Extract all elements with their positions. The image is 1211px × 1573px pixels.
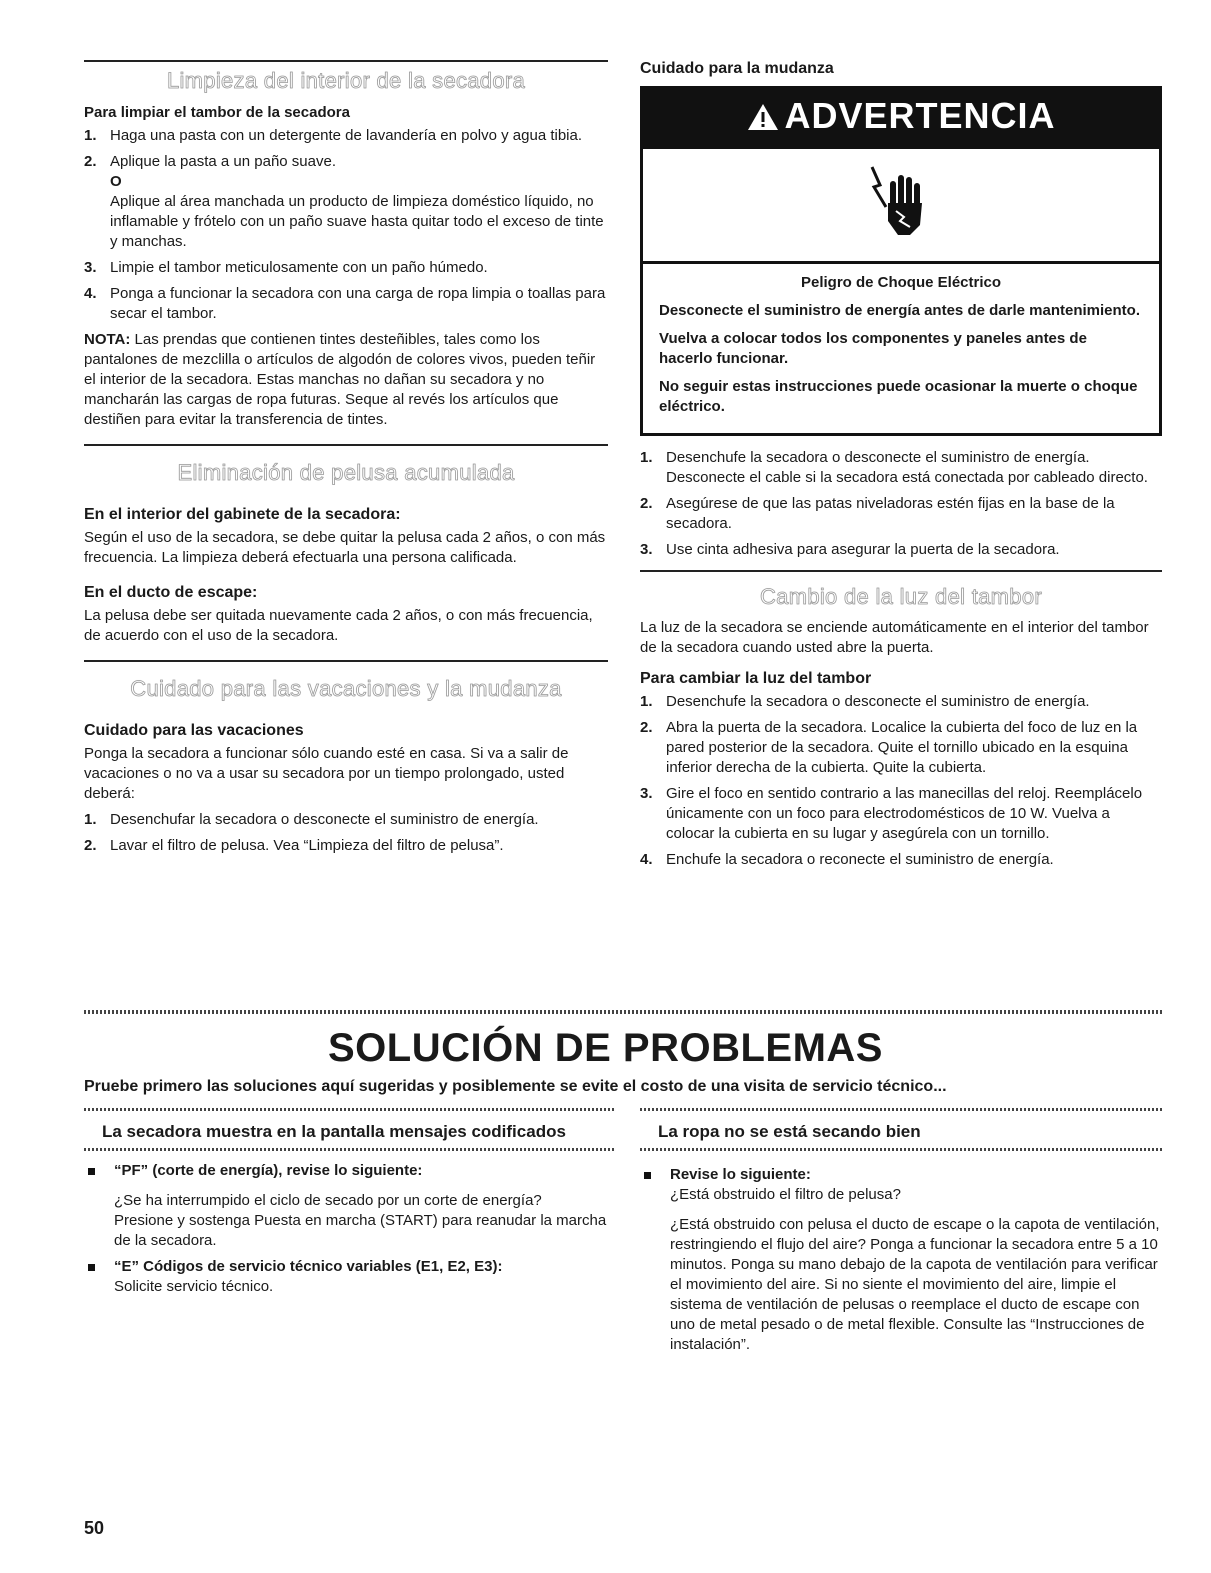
subhead-vacation: Cuidado para las vacaciones — [84, 722, 304, 739]
ts-right-column — [640, 1122, 1162, 1361]
list-item: 3. Gire el foco en sentido contrario a las manecillas del reloj. Reemplácelo únicamente con un foco para electrodomésticos de 10 W. Vuelva a colocar la cubierta en su lugar y asegúrela con un tornillo. — [640, 785, 1143, 842]
list-item: “PF” (corte de energía), revise lo siguiente: ¿Se ha interrumpido el ciclo de secado por un corte de energía? Presione y sostenga Puesta en marcha (START) para reanudar la marcha de la secadora. — [84, 1161, 614, 1251]
warning-text — [643, 264, 1159, 433]
hazard-title: Peligro de Choque Eléctrico — [800, 274, 1002, 291]
lint-exhaust-text: La pelusa debe ser quitada nuevamente cada 2 años, o con más frecuencia, de acuerdo con el uso de la secadora. — [84, 607, 593, 644]
list-item: 2. Asegúrese de que las patas niveladoras estén fijas en la base de la secadora. — [640, 495, 1115, 532]
list-item: 2. Aplique la pasta a un paño suave. O Aplique al área manchada un producto de limpieza doméstico líquido, no inflamable y frótelo con un paño suave hasta quitar todo el exceso de tinte y manchas. — [84, 152, 608, 252]
light-steps — [640, 692, 1162, 870]
ts-left-heading: La secadora muestra en la pantalla mensajes codificados — [102, 1122, 566, 1141]
list-item: Revise lo siguiente: ¿Está obstruido el filtro de pelusa? ¿Está obstruido con pelusa el ducto de escape o la capota de ventilación, restringiendo el flujo del aire? Ponga a funcionar la secadora entre 5 a 10 minutos. Ponga su mano debajo de la capota de ventilación para verificar el movimiento del aire. Si no siente el movimiento del aire, limpie el sistema de ventilación de pelusas o reemplace el ducto de escape con uno de metal pesado o de metal flexible. Consulte las “Instrucciones de instalación”. — [640, 1165, 1162, 1355]
tagline: Pruebe primero las soluciones aquí sugeridas y posiblemente se evite el costo de una visita de servicio técnico... — [84, 1078, 947, 1095]
subhead-exhaust: En el ducto de escape: — [84, 584, 258, 601]
list-item: 2. Lavar el filtro de pelusa. Vea “Limpieza del filtro de pelusa”. — [84, 837, 504, 854]
warning-triangle-icon — [746, 99, 780, 141]
section-title-cleaning: Limpieza del interior de la secadora — [166, 68, 526, 93]
list-item: 4. Ponga a funcionar la secadora con una carga de ropa limpia o toallas para secar el tambor. — [84, 285, 606, 322]
bullet-square-icon — [88, 1264, 95, 1271]
list-item: 3. Limpie el tambor meticulosamente con un paño húmedo. — [84, 259, 488, 276]
cleaning-note: NOTA: Las prendas que contienen tintes desteñibles, tales como los pantalones de mezclilla o artículos de algodón de colores vivos, pueden teñir el interior de la secadora. Estas manchas no dañan su secadora y no mancharán las cargas de ropa futuras. Seque al revés los artículos que destiñen para evitar la transferencia de tintes. — [84, 331, 596, 428]
warning-header: ADVERTENCIA — [643, 89, 1159, 149]
right-column — [640, 60, 1162, 876]
subhead-light: Para cambiar la luz del tambor — [640, 670, 872, 687]
section-rule — [84, 660, 608, 662]
warning-line: No seguir estas instrucciones puede ocasionar la muerte o choque eléctrico. — [659, 378, 1138, 415]
warning-icon-area — [643, 149, 1159, 264]
vacation-steps — [84, 810, 608, 856]
ts-left-list — [84, 1161, 614, 1297]
warning-line: Vuelva a colocar todos los componentes y paneles antes de hacerlo funcionar. — [659, 330, 1087, 367]
ts-right-list — [640, 1165, 1162, 1355]
warning-line: Desconecte el suministro de energía antes de darle mantenimiento. — [659, 302, 1140, 319]
moving-steps — [640, 448, 1162, 560]
page-title: SOLUCIÓN DE PROBLEMAS — [328, 1026, 883, 1070]
list-item: 3. Use cinta adhesiva para asegurar la puerta de la secadora. — [640, 541, 1060, 558]
bullet-square-icon — [88, 1168, 95, 1175]
list-item: 1. Desenchufar la secadora o desconecte el suministro de energía. — [84, 811, 539, 828]
ts-left-column — [84, 1122, 614, 1303]
list-item: 1. Desenchufe la secadora o desconecte el suministro de energía. Desconecte el cable si la secadora está conectada por cableado directo. — [640, 449, 1148, 486]
section-title-light: Cambio de la luz del tambor — [759, 584, 1042, 609]
or-label: O — [110, 173, 122, 190]
list-item: 1. Desenchufe la secadora o desconecte el suministro de energía. — [640, 693, 1090, 710]
bullet-square-icon — [644, 1172, 651, 1179]
subhead-moving: Cuidado para la mudanza — [640, 60, 834, 77]
lint-cabinet-text: Según el uso de la secadora, se debe quitar la pelusa cada 2 años, o con más frecuencia. La limpieza deberá efectuarla una persona calificada. — [84, 529, 606, 566]
dotted-divider — [84, 1010, 1162, 1014]
dotted-divider — [640, 1108, 1162, 1111]
page-number: 50 — [84, 1518, 105, 1538]
step-extra: Aplique al área manchada un producto de limpieza doméstico líquido, no inflamable y frótelo con un paño suave hasta quitar todo el exceso de tinte y manchas. — [110, 193, 604, 250]
electric-shock-hand-icon — [866, 163, 936, 248]
section-title-lint: Eliminación de pelusa acumulada — [177, 460, 515, 485]
vacation-intro: Ponga la secadora a funcionar sólo cuando esté en casa. Si va a salir de vacaciones o no va a usar su secadora por un tiempo prolongado, usted deberá: — [84, 745, 569, 802]
dotted-divider — [640, 1148, 1162, 1151]
cleaning-steps — [84, 126, 608, 324]
light-intro: La luz de la secadora se enciende automáticamente en el interior del tambor de la secadora cuando usted abre la puerta. — [640, 619, 1149, 656]
list-item: 2. Abra la puerta de la secadora. Localice la cubierta del foco de luz en la pared posterior de la secadora. Quite el tornillo ubicado en la esquina inferior derecha de la cubierta. Quite la cubierta. — [640, 719, 1138, 776]
dotted-divider — [84, 1148, 614, 1151]
list-item: 4. Enchufe la secadora o reconecte el suministro de energía. — [640, 851, 1054, 868]
section-rule — [84, 444, 608, 446]
subhead-cabinet: En el interior del gabinete de la secadora: — [84, 506, 401, 523]
section-title-vacation: Cuidado para las vacaciones y la mudanza — [130, 676, 562, 701]
list-item: “E” Códigos de servicio técnico variables (E1, E2, E3): Solicite servicio técnico. — [84, 1257, 614, 1297]
warning-box — [640, 86, 1162, 436]
list-item: 1. Haga una pasta con un detergente de lavandería en polvo y agua tibia. — [84, 127, 583, 144]
section-rule — [84, 60, 608, 62]
dotted-divider — [84, 1108, 614, 1111]
subhead-clean-drum: Para limpiar el tambor de la secadora — [84, 104, 350, 121]
left-column — [84, 60, 608, 862]
section-rule — [640, 570, 1162, 572]
ts-right-heading: La ropa no se está secando bien — [658, 1122, 921, 1141]
